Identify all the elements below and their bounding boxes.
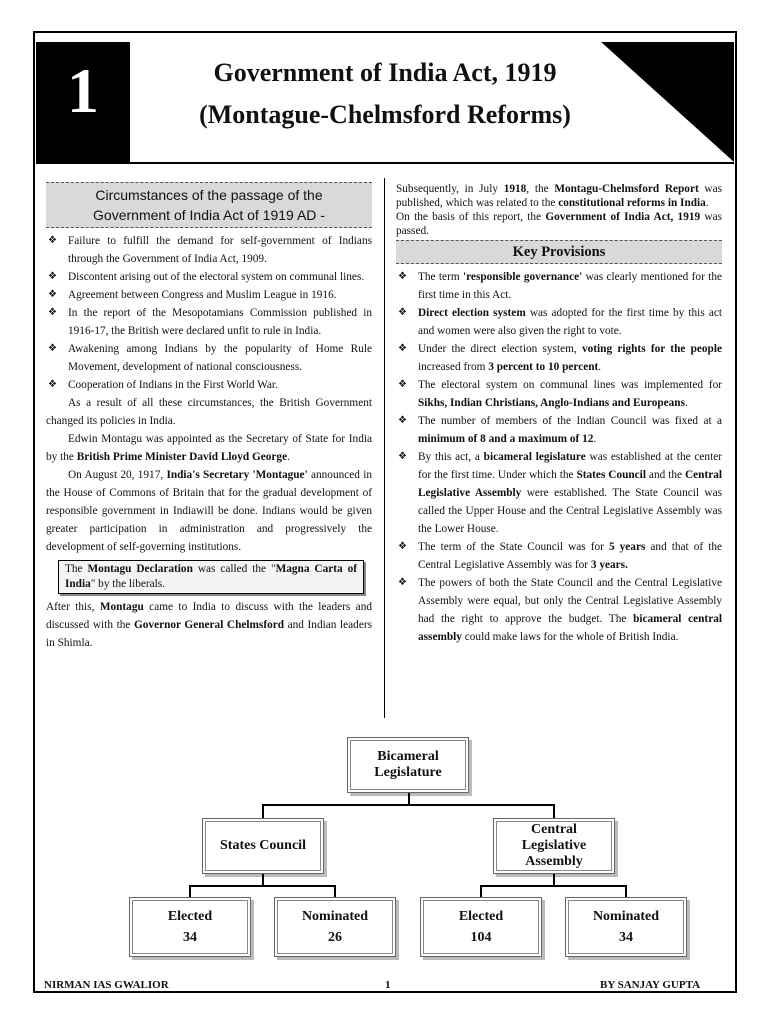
- column-divider: [384, 178, 385, 718]
- left-column: [46, 182, 372, 652]
- list-item: ❖ Under the direct election system, voting rights for the people increased from 3 percent to 10 percent.: [396, 340, 722, 376]
- list-item: [46, 232, 372, 268]
- diamond-bullet-icon: ❖: [48, 289, 57, 300]
- diamond-bullet-icon: ❖: [48, 343, 57, 354]
- states-council-box: States Council: [202, 818, 324, 874]
- heading-line: Government of India Act of 1919 AD -: [93, 207, 325, 223]
- sc-nominated-box: Nominated 26: [274, 897, 396, 957]
- paragraph: On the basis of this report, the Government of India Act, 1919 was passed.: [396, 211, 722, 237]
- paragraph: Subsequently, in July 1918, the Montagu-Chelmsford Report was published, which was related to the constitutional reforms in India.: [396, 183, 722, 209]
- paragraph: As a result of all these circumstances, the British Government changed its policies in India.: [46, 397, 372, 427]
- footer-left: NIRMAN IAS GWALIOR: [44, 979, 169, 991]
- paragraph: After this, Montagu came to India to discuss with the leaders and discussed with the Governor General Chelmsford and Indian leaders in Shimla.: [46, 601, 372, 649]
- diamond-bullet-icon: ❖: [48, 307, 57, 318]
- diamond-bullet-icon: ❖: [398, 271, 407, 282]
- chapter-number: 1: [67, 55, 99, 126]
- list-item: [46, 268, 372, 286]
- list-item: ❖ Direct election system was adopted for the first time by this act and women were also given the right to vote.: [396, 304, 722, 340]
- list-item: ❖ By this act, a bicameral legislature was established at the center for the first time. Under which the States Council and the Central Legislative Assembly were established. The State Council was called the Upper House and the Central Legislative Assembly was the Lower House.: [396, 448, 722, 538]
- diamond-bullet-icon: ❖: [398, 343, 407, 354]
- heading-line: Circumstances of the passage of the: [95, 187, 323, 203]
- circumstances-list: [46, 232, 372, 394]
- cla-elected-box: Elected 104: [420, 897, 542, 957]
- cla-nominated-box: Nominated 34: [565, 897, 687, 957]
- connector-line: [189, 885, 336, 887]
- list-item: ❖ The term of the State Council was for 5 years and that of the Central Legislative Assembly was for 3 years.: [396, 538, 722, 574]
- connector-line: [480, 885, 627, 887]
- diamond-bullet-icon: ❖: [48, 235, 57, 246]
- diamond-bullet-icon: ❖: [398, 415, 407, 426]
- list-item: ❖ The number of members of the Indian Council was fixed at a minimum of 8 and a maximum of 12.: [396, 412, 722, 448]
- montagu-declaration-note: The Montagu Declaration was called the "Magna Carta of India" by the liberals.: [58, 560, 364, 594]
- key-provisions-heading: Key Provisions: [396, 240, 722, 264]
- list-item: [46, 304, 372, 340]
- diamond-bullet-icon: ❖: [398, 541, 407, 552]
- circumstances-heading: [46, 182, 372, 228]
- connector-line: [262, 804, 555, 806]
- diamond-bullet-icon: ❖: [48, 379, 57, 390]
- sc-elected-box: Elected 34: [129, 897, 251, 957]
- list-item: ❖ The powers of both the State Council and the Central Legislative Assembly were equal, but only the Central Legislative Assembly had the right to approve the budget. The bicameral central assembly could make laws for the whole of British India.: [396, 574, 722, 646]
- diamond-bullet-icon: ❖: [398, 379, 407, 390]
- list-item-text: In the report of the Mesopotamians Commission published in 1916-17, the British were declared unfit to rule in India.: [68, 307, 372, 337]
- bicameral-legislature-box: Bicameral Legislature: [347, 737, 469, 793]
- connector-line: [553, 804, 555, 818]
- connector-line: [625, 885, 627, 897]
- list-item: ❖ The electoral system on communal lines was implemented for Sikhs, Indian Christians, Anglo-Indians and Europeans.: [396, 376, 722, 412]
- connector-line: [262, 804, 264, 818]
- page-number: 1: [385, 979, 391, 991]
- list-item: ❖ The term 'responsible governance' was clearly mentioned for the first time in this Act.: [396, 268, 722, 304]
- right-column: [396, 182, 722, 646]
- diamond-bullet-icon: ❖: [398, 577, 407, 588]
- page-title-line1: Government of India Act, 1919: [213, 58, 557, 87]
- diamond-bullet-icon: ❖: [48, 271, 57, 282]
- list-item-text: Agreement between Congress and Muslim League in 1916.: [68, 289, 337, 301]
- list-item-text: Cooperation of Indians in the First World War.: [68, 379, 278, 391]
- footer-right: BY SANJAY GUPTA: [600, 979, 701, 991]
- connector-line: [480, 885, 482, 897]
- connector-line: [334, 885, 336, 897]
- paragraph: On August 20, 1917, India's Secretary 'Montague' announced in the House of Commons of Britain that for the gradual development of responsible government in Indiawill be done. Indians would be given greater participation in administration and progressively the development of self-governing institutions.: [46, 469, 372, 553]
- list-item: [46, 376, 372, 394]
- diamond-bullet-icon: ❖: [398, 307, 407, 318]
- list-item-text: Discontent arising out of the electoral system on communal lines.: [68, 271, 365, 283]
- provisions-list: [396, 268, 722, 646]
- list-item: [46, 340, 372, 376]
- paragraph: Edwin Montagu was appointed as the Secretary of State for India by the British Prime Minister David Lloyd George.: [46, 433, 372, 463]
- connector-line: [189, 885, 191, 897]
- page-title-line2: (Montague-Chelmsford Reforms): [199, 100, 571, 129]
- list-item: [46, 286, 372, 304]
- list-item-text: Failure to fulfill the demand for self-government of Indians through the Government of India Act, 1909.: [68, 235, 372, 265]
- diamond-bullet-icon: ❖: [398, 451, 407, 462]
- central-legislative-assembly-box: Central Legislative Assembly: [493, 818, 615, 874]
- list-item-text: Awakening among Indians by the popularity of Home Rule Movement, development of national consciousness.: [68, 343, 372, 373]
